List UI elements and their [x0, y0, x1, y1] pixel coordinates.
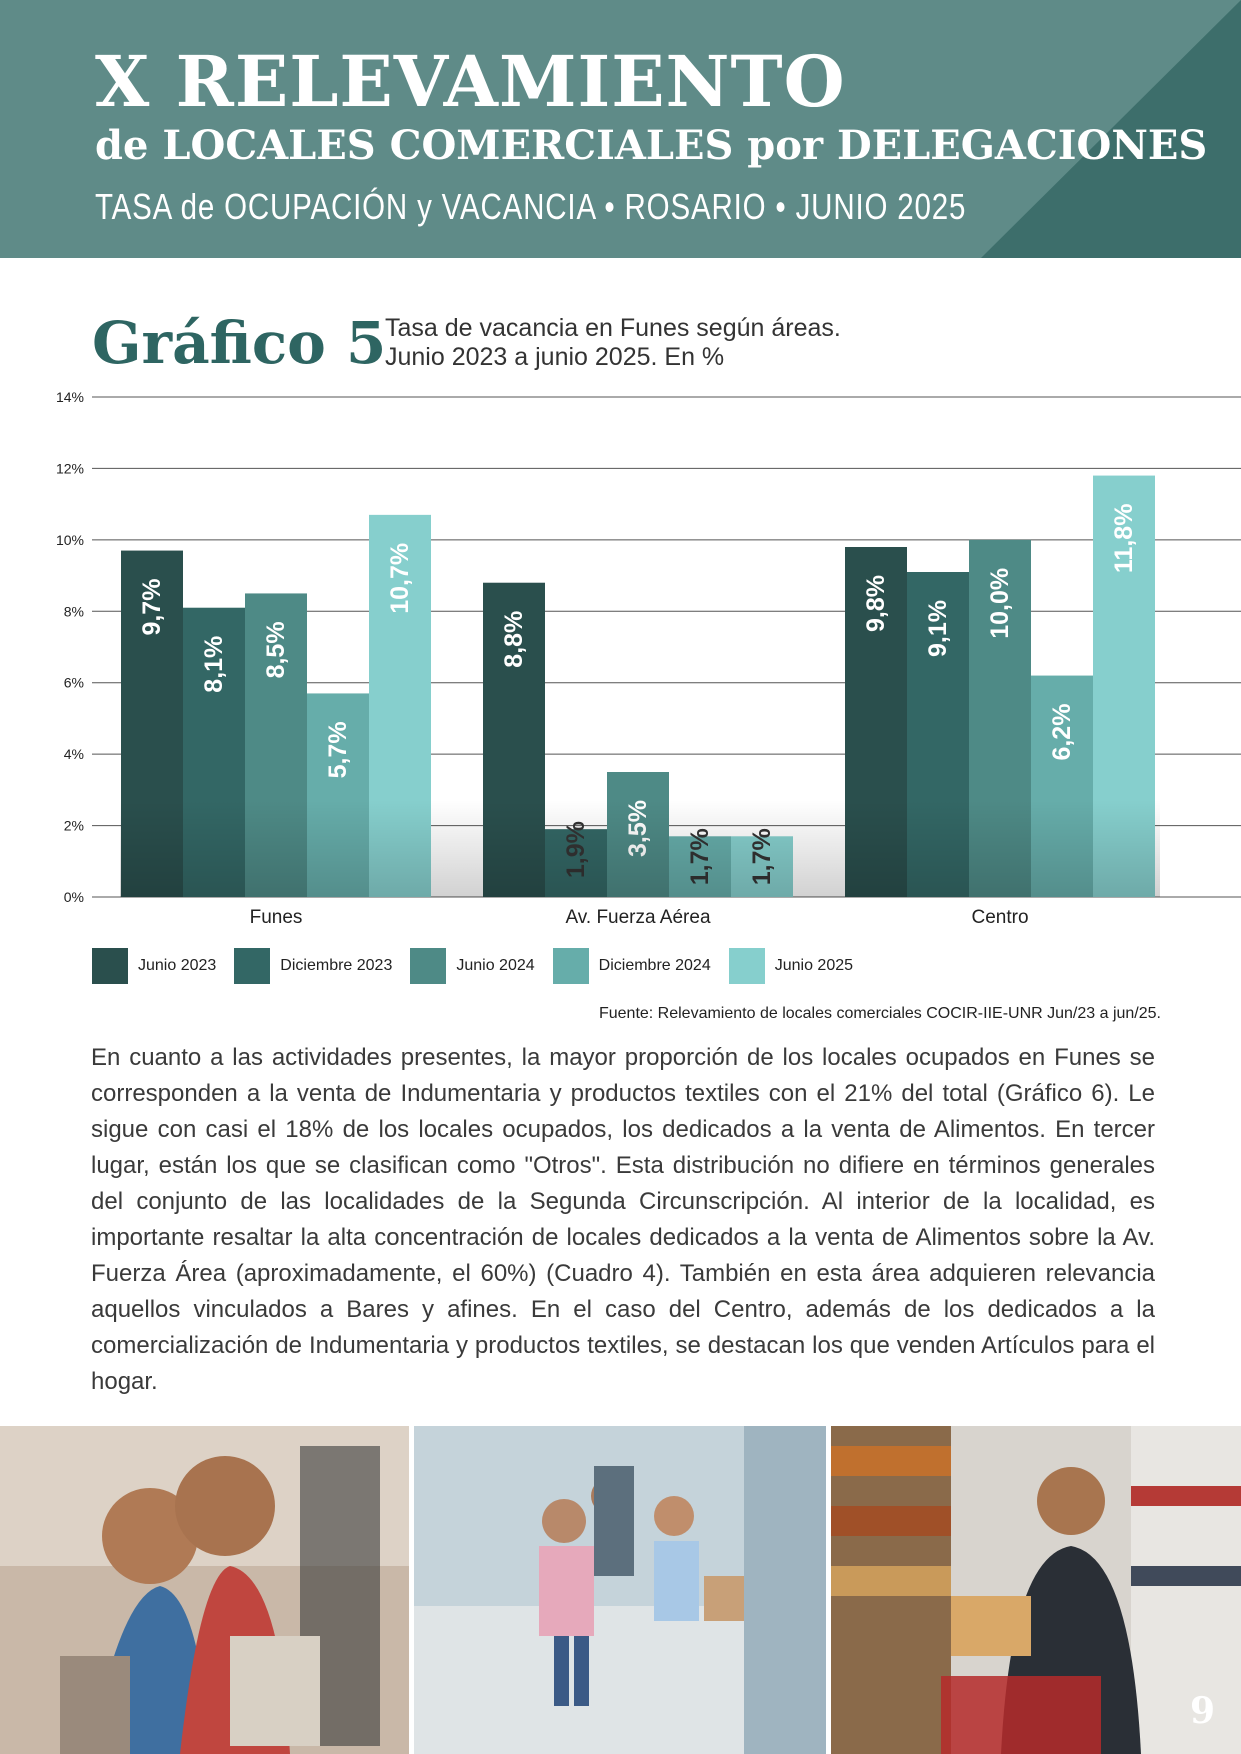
bar-value-label: 9,1%	[924, 600, 952, 657]
bar-value-label: 9,8%	[862, 575, 890, 632]
figure-description-line2: Junio 2023 a junio 2025. En %	[385, 343, 725, 371]
legend-item	[729, 948, 853, 984]
figure-description	[385, 314, 841, 372]
y-tick-label: 0%	[63, 889, 84, 905]
legend-swatch	[92, 948, 128, 984]
vacancy-bar-chart	[0, 380, 1241, 940]
bar-value-label: 10,0%	[986, 567, 1014, 639]
x-category-label: Av. Fuerza Aérea	[565, 907, 711, 928]
y-tick-label: 4%	[63, 746, 84, 763]
bar-value-label: 8,8%	[500, 610, 528, 668]
y-tick-label: 12%	[55, 460, 84, 477]
bar-value-label: 9,7%	[138, 578, 166, 636]
figure-description-line1: Tasa de vacancia en Funes según áreas.	[385, 314, 841, 342]
x-category-label: Centro	[971, 907, 1029, 928]
legend-label: Junio 2024	[456, 957, 535, 974]
source-note: Fuente: Relevamiento de locales comerciales COCIR-IIE-UNR Jun/23 a jun/25.	[598, 1005, 1161, 1022]
supermarket-shopper-photo	[831, 1426, 1241, 1754]
report-title-line2: de LOCALES COMERCIALES por DELEGACIONES	[95, 122, 1208, 169]
body-paragraph: En cuanto a las actividades presentes, la mayor proporción de los locales ocupados en Funes se corresponden a la venta de Indumentaria y productos textiles con el 21% del total (Gráfico 6). Le sigue con casi el 18% de los locales ocupados, los dedicados a la venta de Alimentos. En tercer lugar, están los que se clasifican como "Otros". Esta distribución no difiere en términos generales del conjunto de las localidades de la Segunda Circunscripción. Al interior de la localidad, es importante resaltar la alta concentración de locales dedicados a la venta de Alimentos sobre la Av. Fuerza Área (aproximadamente, el 60%) (Cuadro 4). También en esta área adquieren relevancia aquellos vinculados a Bares y afines. En el caso del Centro, además de los dedicados a la comercialización de Indumentaria y productos textiles, se destacan los que venden Artículos para el hogar.	[91, 1044, 1155, 1395]
report-subtitle: TASA de OCUPACIÓN y VACANCIA • ROSARIO • JUNIO 2025	[95, 186, 967, 227]
legend-item	[234, 948, 392, 984]
header-banner	[0, 0, 1241, 258]
legend-swatch	[410, 948, 446, 984]
bar-bottom-shading	[120, 800, 1160, 897]
y-tick-label: 2%	[63, 817, 84, 834]
bar-value-label: 5,7%	[324, 721, 352, 779]
family-mall-photo	[414, 1426, 826, 1754]
bar-value-label: 10,7%	[386, 542, 414, 614]
page-number: 9	[1189, 1690, 1215, 1732]
bar-value-label: 6,2%	[1048, 703, 1076, 761]
y-tick-label: 6%	[63, 674, 84, 691]
y-tick-label: 8%	[63, 603, 84, 620]
bar-value-label: 8,5%	[262, 621, 290, 679]
legend-label: Junio 2023	[138, 957, 217, 974]
legend-label: Diciembre 2024	[598, 957, 711, 974]
shopping-friends-photo	[0, 1426, 409, 1754]
x-category-label: Funes	[249, 907, 303, 928]
figure-label: Gráfico 5	[92, 309, 387, 377]
legend-label: Diciembre 2023	[280, 957, 393, 974]
y-tick-label: 10%	[55, 531, 84, 548]
legend-item	[92, 948, 216, 984]
report-title: X RELEVAMIENTO	[95, 40, 846, 123]
legend-swatch	[553, 948, 589, 984]
y-tick-label: 14%	[55, 389, 84, 405]
legend-item	[410, 948, 534, 984]
photo-strip	[0, 1426, 1241, 1754]
legend-label: Junio 2025	[774, 957, 854, 974]
chart-legend	[92, 948, 871, 984]
bar-value-label: 8,1%	[200, 635, 229, 693]
bar-value-label: 11,8%	[1110, 503, 1138, 574]
legend-swatch	[729, 948, 765, 984]
legend-item	[553, 948, 711, 984]
legend-swatch	[234, 948, 270, 984]
